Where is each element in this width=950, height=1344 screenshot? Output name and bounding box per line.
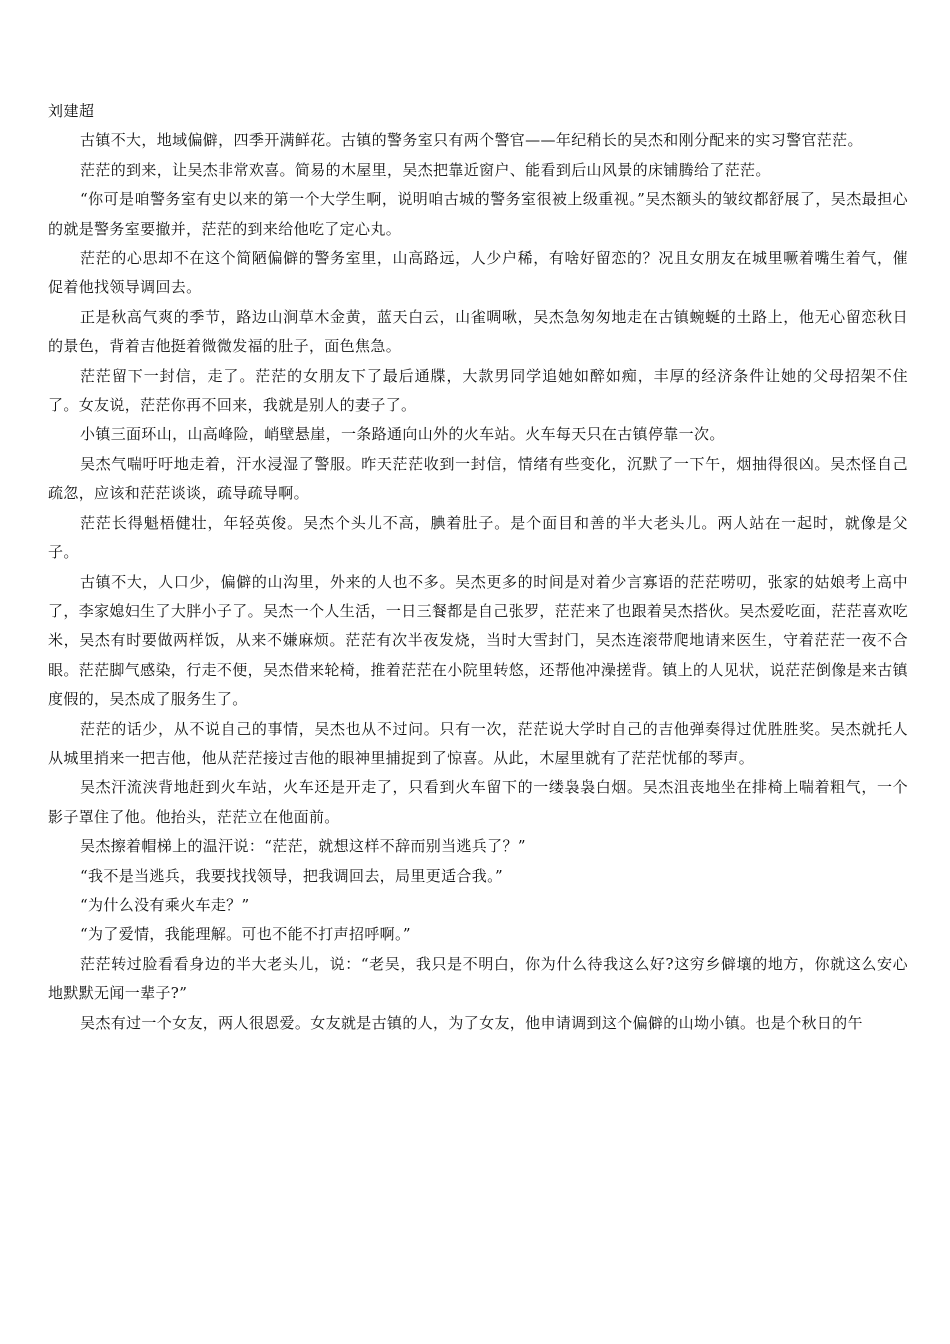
paragraph: 茫茫留下一封信，走了。茫茫的女朋友下了最后通牒，大款男同学追她如醉如痴，丰厚的经济条件让她的父母招架不住了。女友说，茫茫你再不回来，我就是别人的妻子了。: [48, 366, 908, 415]
paragraph: 小镇三面环山，山高峰险，峭壁悬崖，一条路通向山外的火车站。火车每天只在古镇停靠一次。: [80, 425, 725, 444]
paragraph: “为了爱情，我能理解。可也不能不打声招呼啊。”: [80, 925, 411, 944]
paragraph: 茫茫的到来，让吴杰非常欢喜。简易的木屋里，吴杰把靠近窗户、能看到后山风景的床铺腾给了茫茫。: [80, 160, 771, 179]
paragraph: “你可是咱警务室有史以来的第一个大学生啊，说明咱古城的警务室很被上级重视。”吴杰额头的皱纹都舒展了，吴杰最担心的就是警务室要撤并，茫茫的到来给他吃了定心丸。: [48, 190, 908, 238]
paragraph: 古镇不大，人口少，偏僻的山沟里，外来的人也不多。吴杰更多的时间是对着少言寡语的茫茫唠叨，张家的姑娘考上高中了，李家媳妇生了大胖小子了。吴杰一个人生活，一日三餐都是自己张罗，茫茫来了也跟着吴杰搭伙。吴杰爱吃面，茫茫喜欢吃米，吴杰有时要做两样饭，从来不嫌麻烦。茫茫有次半夜发烧，当时大雪封门，吴杰连滚带爬地请来医生，守着茫茫一夜不合眼。茫茫脚气感染，行走不便，吴杰借来轮椅，推着茫茫在小院里转悠，还帮他冲澡搓背。镇上的人见状，说茫茫倒像是来古镇度假的，吴杰成了服务生了。: [48, 572, 908, 709]
paragraph: 茫茫转过脸看看身边的半大老头儿，说：“老吴，我只是不明白，你为什么待我这么好?这穷乡僻壤的地方，你就这么安心地默默无闻一辈子?”: [48, 954, 908, 1003]
paragraph: 吴杰气喘吁吁地走着，汗水浸湿了警服。昨天茫茫收到一封信，情绪有些变化，沉默了一下午，烟抽得很凶。吴杰怪自己疏忽，应该和茫茫谈谈，疏导疏导啊。: [48, 454, 908, 503]
author-name: 刘建超: [48, 102, 95, 120]
paragraph: 茫茫的心思却不在这个简陋偏僻的警务室里，山高路远，人少户稀，有啥好留恋的？况且女朋友在城里噘着嘴生着气，催促着他找领导调回去。: [48, 249, 908, 297]
paragraph: “我不是当逃兵，我要找找领导，把我调回去，局里更适合我。”: [80, 866, 503, 885]
paragraph: 茫茫长得魁梧健壮，年轻英俊。吴杰个头儿不高，腆着肚子。是个面目和善的半大老头儿。两人站在一起时，就像是父子。: [48, 513, 908, 562]
paragraph: 吴杰有过一个女友，两人很恩爱。女友就是古镇的人，为了女友，他申请调到这个偏僻的山坳小镇。也是个秋日的午: [80, 1013, 863, 1032]
paragraph: 正是秋高气爽的季节，路边山涧草木金黄，蓝天白云，山雀啁啾，吴杰急匆匆地走在古镇蜿蜒的土路上，他无心留恋秋日的景色，背着吉他挺着微微发福的肚子，面色焦急。: [48, 307, 908, 356]
article-body: [48, 97, 908, 1038]
paragraph: 古镇不大，地域偏僻，四季开满鲜花。古镇的警务室只有两个警官——年纪稍长的吴杰和刚分配来的实习警官茫茫。: [80, 131, 863, 150]
paragraph: 茫茫的话少，从不说自己的事情，吴杰也从不过问。只有一次，茫茫说大学时自己的吉他弹奏得过优胜胜奖。吴杰就托人从城里捎来一把吉他，他从茫茫接过吉他的眼神里捕捉到了惊喜。从此，木屋里就有了茫茫忧郁的琴声。: [48, 719, 908, 767]
paragraph: “为什么没有乘火车走？”: [80, 895, 250, 914]
paragraph: 吴杰汗流浃背地赶到火车站，火车还是开走了，只看到火车留下的一缕袅袅白烟。吴杰沮丧地坐在排椅上喘着粗气，一个影子罩住了他。他抬头，茫茫立在他面前。: [48, 778, 908, 826]
paragraph: 吴杰擦着帽梯上的温汗说：“茫茫，就想这样不辞而别当逃兵了？”: [80, 837, 526, 856]
